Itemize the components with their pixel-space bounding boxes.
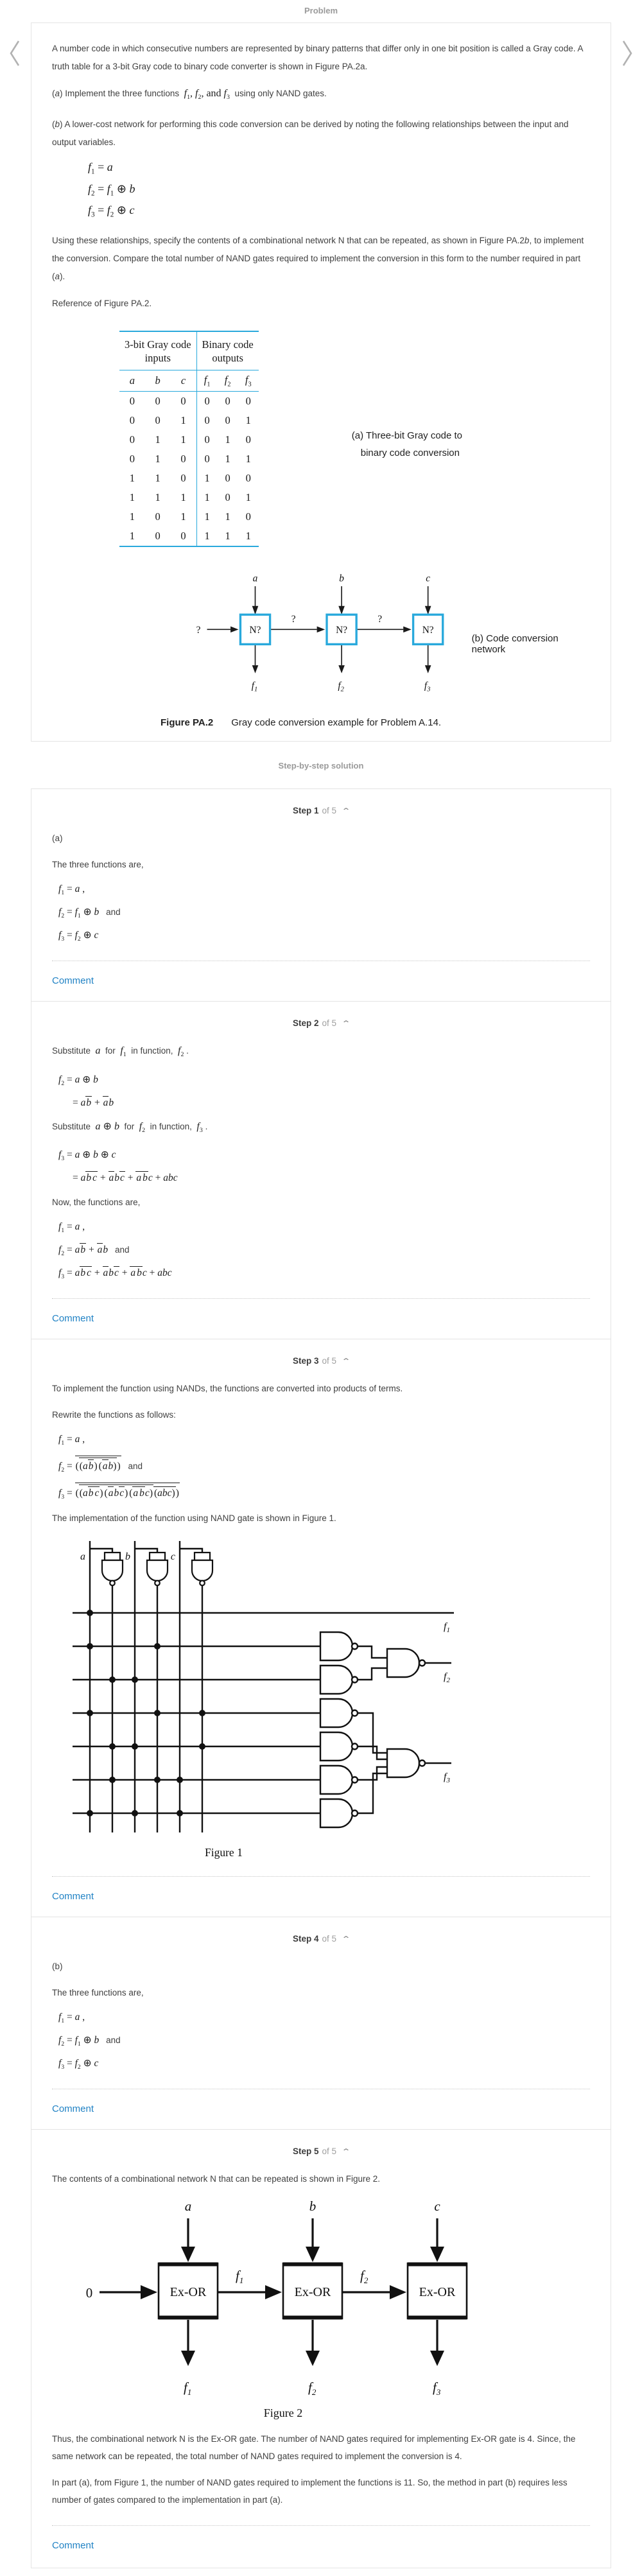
step-text: The three functions are, bbox=[52, 860, 144, 870]
table-row: 0 0 0 0 0 0 bbox=[119, 392, 259, 412]
svg-text:?: ? bbox=[377, 614, 383, 625]
step-1-section bbox=[31, 789, 611, 1001]
equation: $f_3 = ((ab$ c) (abc) (a bc) (abc)) bbox=[58, 1483, 590, 1502]
caption-b: (b) Code conversion network bbox=[471, 633, 559, 656]
svg-text:f1: $f_1$ bbox=[236, 2267, 244, 2285]
part-label: (a) bbox=[52, 833, 63, 844]
comment-link[interactable]: Comment bbox=[52, 1890, 94, 1902]
table-row: 1 1 1 1 0 1 bbox=[119, 488, 259, 507]
svg-text:f3: $f_3$ bbox=[433, 2379, 441, 2397]
svg-text:f1: $f_1$ bbox=[444, 1621, 450, 1634]
step-3-section bbox=[31, 1339, 611, 1917]
svg-text:Ex-OR: Ex-OR bbox=[169, 2284, 207, 2299]
divider bbox=[52, 1876, 590, 1877]
part-label: (b) bbox=[52, 1961, 63, 1971]
svg-text:b: b bbox=[309, 2198, 317, 2214]
problem-paragraph: A number code in which consecutive numbers are represented by binary patterns that differ only in one bit position is called a Gray code. A truth table for a 3-bit Gray code to binary code converter is shown in Figure PA.2a. bbox=[52, 44, 583, 71]
step-text: Now, the functions are, bbox=[52, 1197, 141, 1207]
equation: $f_3 = f_2$ ⊕ c bbox=[88, 204, 135, 219]
equation: $f_2$ = ab + ab and bbox=[58, 1244, 130, 1257]
svg-text:N?: N? bbox=[422, 625, 434, 636]
svg-text:b: b bbox=[125, 1551, 130, 1562]
gray-code-truth-table: 3-bit Gray code inputs Binary code outputs a b c $f_1$ $f_2$ $f_3$ 0 0 0 0 0 0 0 0 1 0 0 1 0 1 1 0 1 0 0 1 0 0 1 1 1 1 0 1 0 0 1 1 1 1 0 1 1 0 1 1 1 0 1 0 0 1 1 1 bbox=[119, 331, 259, 547]
equation: $f_2 = a$ ⊕ b bbox=[58, 1074, 98, 1087]
figure-pa2-caption: Figure PA.2 Gray code conversion example for Problem A.14. bbox=[160, 717, 442, 729]
svg-text:f1: $f_1$ bbox=[251, 680, 258, 693]
svg-text:?: ? bbox=[196, 625, 201, 636]
step-text: Substitute a ⊕ b for $f_2$ in function, $f_3$ . bbox=[52, 1120, 208, 1135]
step-text: The contents of a combinational network N that can be repeated is shown in Figure 2. bbox=[52, 2173, 381, 2184]
comment-link[interactable]: Comment bbox=[52, 1312, 94, 1324]
svg-text:f3: $f_3$ bbox=[424, 680, 431, 693]
table-row: 1 0 1 1 1 0 bbox=[119, 507, 259, 527]
table-row: 0 1 1 0 1 0 bbox=[119, 430, 259, 449]
collapse-caret-icon[interactable]: ⌃ bbox=[341, 1934, 351, 1944]
step-text: In part (a), from Figure 1, the number of NAND gates required to implement the functions is 11. So, the method in part (b) requires less number of gates compared to the implementation in part (a). bbox=[52, 2477, 568, 2505]
figure-2-caption: Figure 2 bbox=[263, 2406, 303, 2419]
problem-header: Problem bbox=[304, 6, 338, 15]
svg-text:f3: $f_3$ bbox=[444, 1771, 450, 1784]
svg-text:N?: N? bbox=[336, 625, 348, 636]
svg-text:Ex-OR: Ex-OR bbox=[419, 2284, 456, 2299]
collapse-caret-icon[interactable]: ⌃ bbox=[341, 1356, 351, 1366]
collapse-caret-icon[interactable]: ⌃ bbox=[341, 2146, 351, 2156]
step-text: To implement the function using NANDs, the functions are converted into products of terms. bbox=[52, 1383, 403, 1393]
equation: $f_1 = a$ , bbox=[58, 883, 85, 897]
step-text: Substitute a for $f_1$ in function, $f_2$ . bbox=[52, 1045, 189, 1059]
divider bbox=[52, 2525, 590, 2526]
next-chevron-icon[interactable] bbox=[620, 39, 634, 71]
equation: $f_1 = a$ bbox=[88, 161, 113, 176]
step-2-header: Step 2 of 5 ⌃ bbox=[292, 1018, 351, 1029]
step-text: The implementation of the function using NAND gate is shown in Figure 1. bbox=[52, 1513, 336, 1523]
svg-text:f2: $f_2$ bbox=[360, 2267, 369, 2285]
collapse-caret-icon[interactable]: ⌃ bbox=[341, 806, 351, 816]
equation: $f_2 = f_1$ ⊕ b and bbox=[58, 2034, 121, 2048]
equation: $f_2 = ((ab)$ (ab)) and bbox=[58, 1456, 590, 1475]
step-2-section bbox=[31, 1001, 611, 1338]
svg-text:?: ? bbox=[291, 614, 296, 625]
svg-text:f2: $f_2$ bbox=[308, 2379, 317, 2397]
comment-link[interactable]: Comment bbox=[52, 2539, 94, 2551]
svg-text:c: c bbox=[170, 1551, 175, 1562]
problem-paragraph: (a) Implement the three functions $f_1$, $f_2$, and $f_3$ using only NAND gates. bbox=[52, 88, 327, 101]
comment-link[interactable]: Comment bbox=[52, 975, 94, 987]
problem-paragraph: Reference of Figure PA.2. bbox=[52, 298, 152, 308]
code-conversion-network-diagram bbox=[152, 569, 460, 701]
problem-paragraph: (b) A lower-cost network for performing this code conversion can be derived by noting the following relationships between the input and output variables. bbox=[52, 119, 569, 148]
equation: $f_3 = f_2$ ⊕ c bbox=[58, 930, 99, 943]
comment-link[interactable]: Comment bbox=[52, 2103, 94, 2114]
svg-text:c: c bbox=[434, 2198, 440, 2214]
figure-1-caption: Figure 1 bbox=[205, 1845, 243, 1859]
table-row: 1 0 0 1 1 1 bbox=[119, 527, 259, 546]
equation: $f_1 = a$ , bbox=[58, 2011, 85, 2024]
divider bbox=[52, 1298, 590, 1299]
step-3-header: Step 3 of 5 ⌃ bbox=[292, 1355, 351, 1366]
equation: $f_3 = a$ ⊕ b ⊕ c bbox=[58, 1149, 116, 1163]
figure-pa2 bbox=[119, 331, 590, 728]
svg-text:b: b bbox=[339, 573, 344, 584]
svg-text:Ex-OR: Ex-OR bbox=[294, 2284, 331, 2299]
svg-text:a: a bbox=[80, 1551, 85, 1562]
svg-text:0: 0 bbox=[85, 2284, 93, 2301]
svg-text:f1: $f_1$ bbox=[184, 2379, 192, 2397]
equation: $f_2 = f_1$ ⊕ b bbox=[88, 182, 135, 198]
equation: $f_2 = f_1$ ⊕ b and bbox=[58, 907, 121, 920]
problem-card bbox=[31, 22, 611, 742]
solution-card bbox=[31, 788, 611, 2568]
step-1-header: Step 1 of 5 ⌃ bbox=[292, 806, 351, 816]
equation: $f_3 = f_2$ ⊕ c bbox=[58, 2057, 99, 2071]
nand-implementation-diagram bbox=[61, 1536, 485, 1838]
step-4-section bbox=[31, 1917, 611, 2129]
table-row: 0 0 1 0 0 1 bbox=[119, 411, 259, 430]
table-row: 0 1 0 0 1 1 bbox=[119, 449, 259, 469]
solution-header: Step-by-step solution bbox=[278, 761, 364, 771]
collapse-caret-icon[interactable]: ⌃ bbox=[341, 1019, 351, 1029]
svg-text:N?: N? bbox=[249, 625, 261, 636]
svg-text:a: a bbox=[252, 573, 258, 584]
step-text: Thus, the combinational network N is the Ex-OR gate. The number of NAND gates required for implementing Ex-OR gate is 4. Since, the same network can be repeated, the total number of NAND gates required to implement the conversion is 4. bbox=[52, 2433, 576, 2461]
step-5-header: Step 5 of 5 ⌃ bbox=[292, 2146, 351, 2156]
step-4-header: Step 4 of 5 ⌃ bbox=[292, 1933, 351, 1944]
equation: = ab + ab bbox=[73, 1097, 114, 1108]
step-text: Rewrite the functions as follows: bbox=[52, 1409, 176, 1420]
equation: $f_1 = a$ , bbox=[58, 1221, 85, 1234]
equation: $f_1 = a$ , bbox=[58, 1433, 85, 1447]
caption-a: (a) Three-bit Gray code to binary code conversion bbox=[351, 430, 463, 458]
svg-text:f2: $f_2$ bbox=[444, 1671, 450, 1684]
table-row: 1 1 0 1 0 0 bbox=[119, 469, 259, 488]
svg-text:c: c bbox=[426, 573, 431, 584]
problem-paragraph: Using these relationships, specify the contents of a combinational network N that can be repeated, as shown in Figure PA.2b, to implement the conversion. Compare the total number of NAND gates required to implement the conversion in this form to the number required in part (a). bbox=[52, 235, 584, 281]
equation: = ab c + abc + a bc + abc bbox=[73, 1172, 178, 1184]
equation: $f_3$ = ab c + abc + a bc + abc bbox=[58, 1267, 172, 1280]
step-5-section bbox=[31, 2129, 611, 2568]
exor-network-diagram bbox=[71, 2197, 495, 2401]
svg-text:f2: $f_2$ bbox=[338, 680, 344, 693]
svg-text:a: a bbox=[184, 2198, 192, 2214]
step-text: The three functions are, bbox=[52, 1987, 144, 1997]
prev-chevron-icon[interactable] bbox=[8, 39, 22, 71]
